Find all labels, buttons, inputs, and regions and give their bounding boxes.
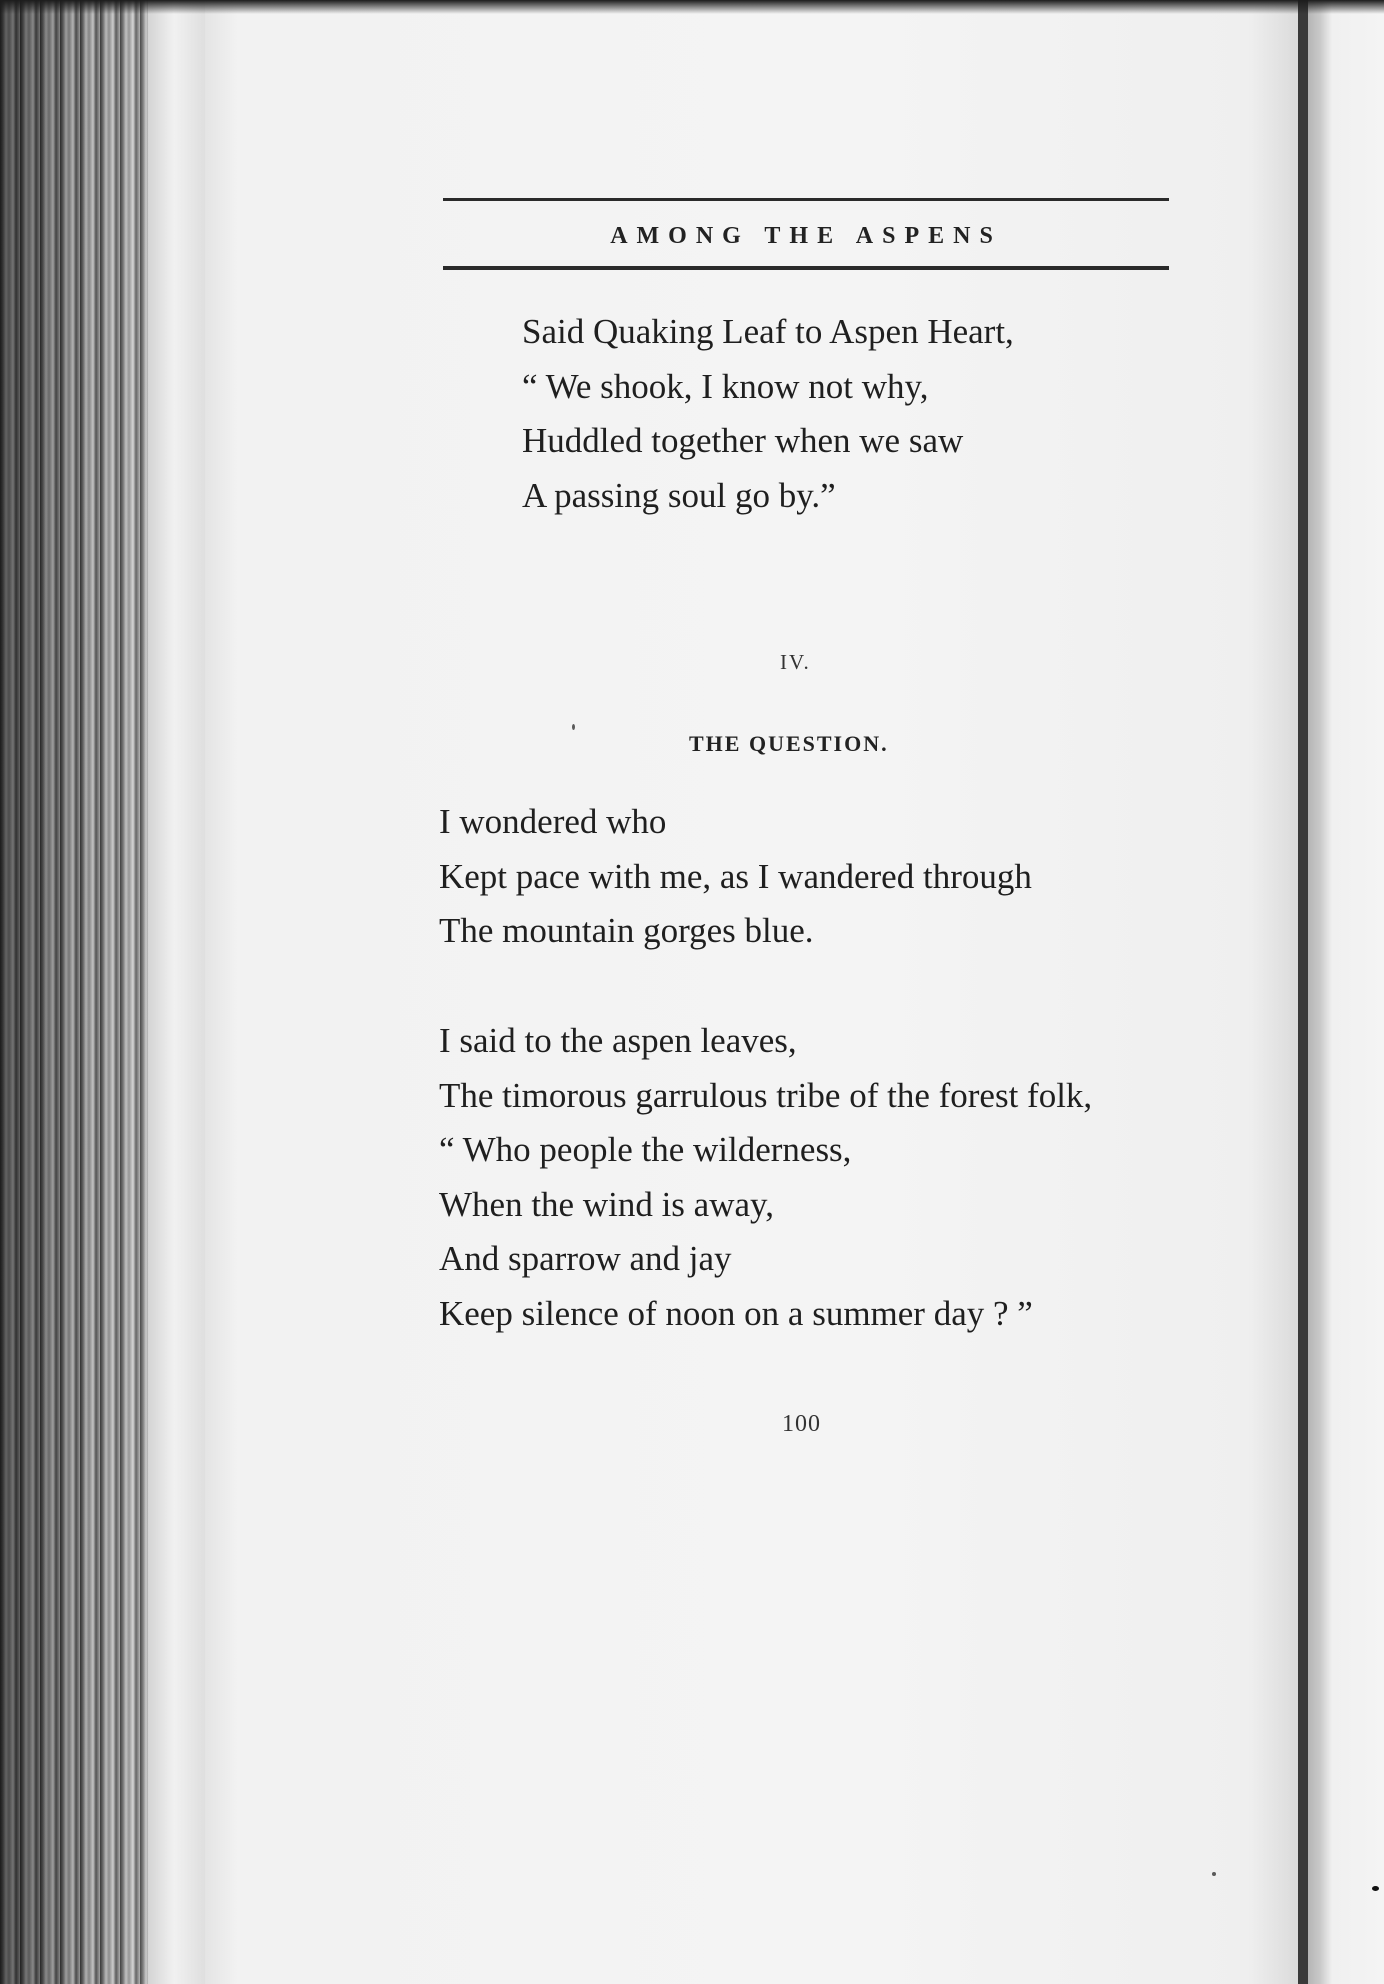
stanza-3	[439, 1014, 1092, 1341]
verse-line: When the wind is away,	[439, 1184, 774, 1224]
section-number: IV.	[780, 650, 811, 674]
verse-line: A passing soul go by.”	[522, 475, 836, 515]
verse-line: Said Quaking Leaf to Aspen Heart,	[522, 312, 1014, 351]
header-rule-top	[443, 198, 1169, 201]
verse-line: The timorous garrulous tribe of the forest folk,	[439, 1075, 1093, 1115]
verse-line: “ Who people the wilderness,	[439, 1130, 852, 1169]
verse-line: And sparrow and jay	[439, 1239, 732, 1278]
section-title: THE QUESTION.	[689, 731, 889, 756]
paper-speck	[572, 724, 575, 730]
page-number: 100	[782, 1411, 821, 1437]
paper-speck	[1372, 1886, 1379, 1891]
stanza-1	[522, 305, 1014, 523]
verse-line: I wondered who	[439, 802, 667, 841]
verse-line: “ We shook, I know not why,	[522, 366, 929, 406]
verse-line: I said to the aspen leaves,	[439, 1021, 797, 1060]
verse-line: Keep silence of noon on a summer day ? ”	[439, 1293, 1033, 1333]
running-head: AMONG THE ASPENS	[610, 223, 1002, 249]
paper-speck	[1212, 1872, 1216, 1876]
verse-line: The mountain gorges blue.	[439, 911, 814, 950]
verse-line: Kept pace with me, as I wandered through	[439, 856, 1032, 896]
verse-line: Huddled together when we saw	[522, 421, 964, 460]
stanza-2	[439, 795, 1032, 959]
header-rule-bottom	[443, 266, 1169, 270]
